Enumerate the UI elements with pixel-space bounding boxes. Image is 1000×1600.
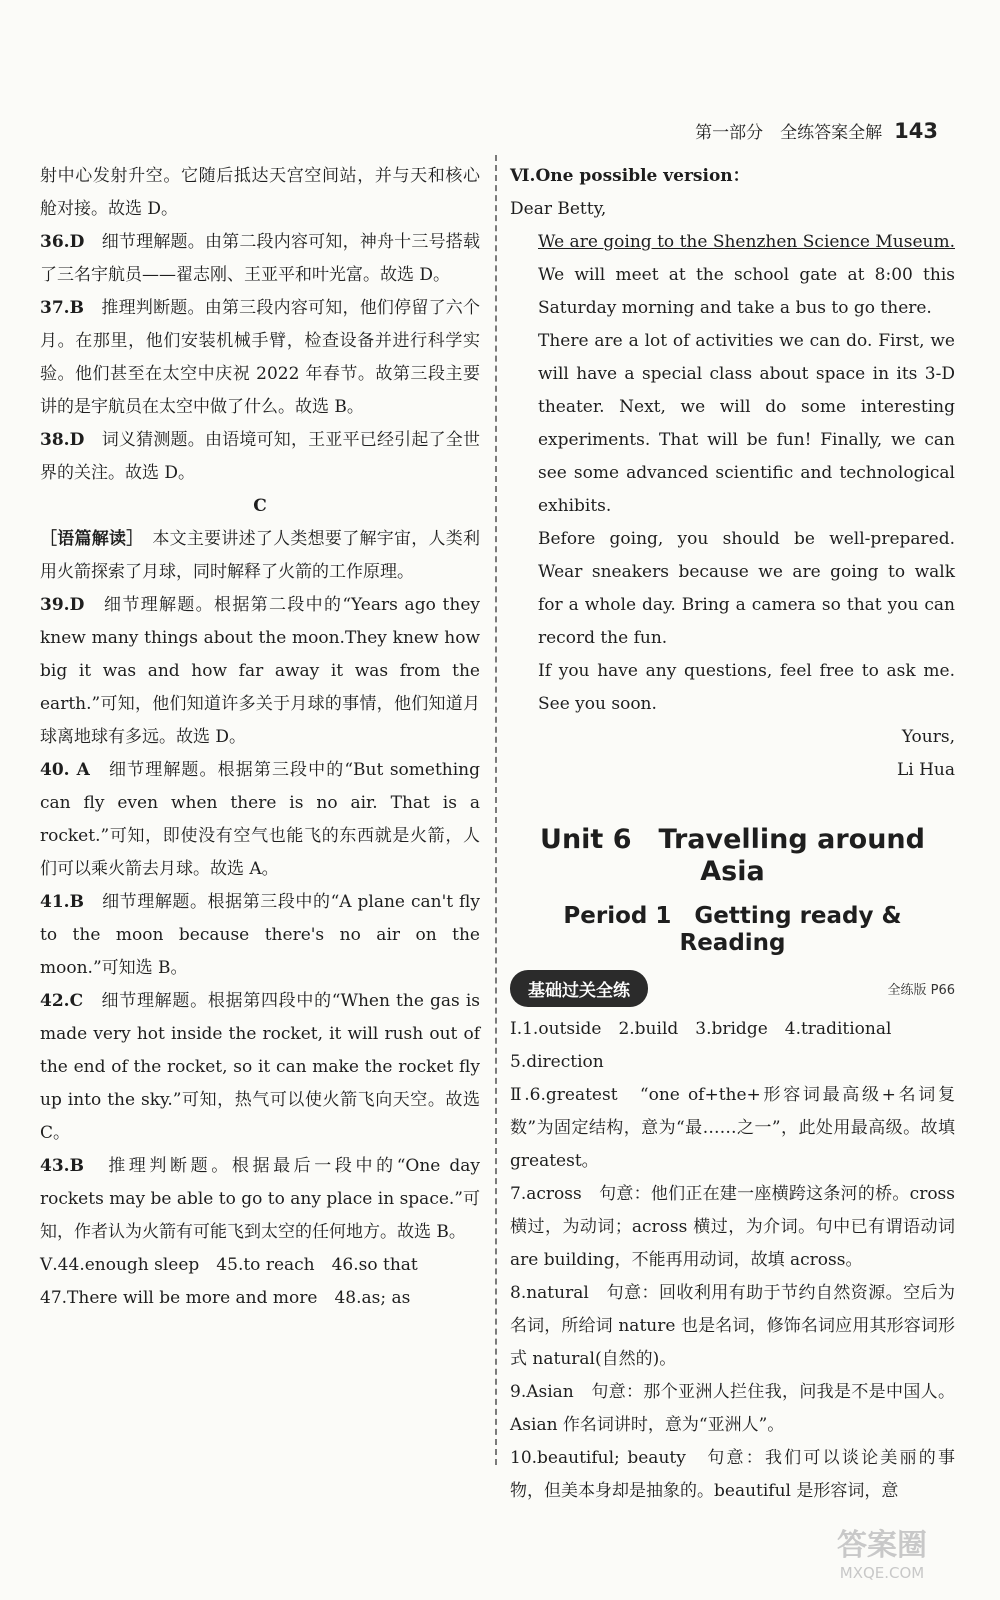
paragraph-continued: 射中心发射升空。它随后抵达天宫空间站，并与天和核心舱对接。故选 D。 [40, 166, 480, 219]
letter-signature: Li Hua [896, 760, 955, 780]
section-title: 第一部分 全练答案全解 [695, 123, 883, 143]
practice-page-ref: 全练版 P66 [887, 983, 955, 998]
column-divider [495, 155, 497, 1465]
letter-greeting: Dear Betty, [510, 199, 607, 219]
unit-title: Unit 6 Travelling around Asia [540, 824, 925, 887]
letter-paragraph-2: There are a lot of activities we can do. First, we will have a special class about space in its 3-D theater. Next, we will do some interesting experiments. That will be fun! Finally, we can see some advanced scientific and technological exhibits. [538, 331, 955, 516]
practice-header [510, 970, 955, 1007]
answer-9: 9.Asian 句意：那个亚洲人拦住我，问我是不是中国人。Asian 作名词讲时，意为“亚洲人”。 [510, 1382, 955, 1435]
letter-paragraph-4: If you have any questions, feel free to ask me. See you soon. [538, 661, 955, 714]
answer-43: 43.B 推理判断题。根据最后一段中的“One day rockets may be able to go to any place in space.”可知，作者认为火箭有可能飞到太空的任何地方。故选 B。 [40, 1156, 481, 1242]
answer-10: 10.beautiful; beauty 句意：我们可以谈论美丽的事物，但美本身却是抽象的。beautiful 是形容词，意 [510, 1448, 955, 1501]
letter-paragraph-3: Before going, you should be well-prepared. Wear sneakers because we are going to walk for a whole day. Bring a camera so that you can record the fun. [538, 529, 955, 648]
answer-6: Ⅱ.6.greatest “one of+the+形容词最高级+名词复数”为固定结构，意为“最……之一”，此处用最高级。故填 greatest。 [510, 1085, 955, 1171]
answer-39: 39.D 细节理解题。根据第二段中的“Years ago they knew many things about the moon.They knew how big it was and how far away it was from the earth.”可知，他们知道许多关于月球的事情，他们知道月球离地球有多远。故选 D。 [40, 595, 480, 747]
section-v-line1: Ⅴ.44.enough sleep 45.to reach 46.so that [40, 1255, 418, 1275]
answer-41: 41.B 细节理解题。根据第三段中的“A plane can't fly to the moon because there's no air on the moon.”可知选 B。 [40, 892, 480, 978]
answer-36: 36.D 细节理解题。由第二段内容可知，神舟十三号搭载了三名宇航员——翟志刚、王亚平和叶光富。故选 D。 [40, 232, 480, 285]
answer-37: 37.B 推理判断题。由第三段内容可知，他们停留了六个月。在那里，他们安装机械手臂，检查设备并进行科学实验。他们甚至在太空中庆祝 2022 年春节。故第三段主要讲的是宇航员在太空中做了什么。故选 B。 [40, 298, 481, 417]
page-header [695, 118, 938, 143]
answer-7: 7.across 句意：他们正在建一座横跨这条河的桥。cross 横过，为动词；across 横过，为介词。句中已有谓语动词 are building，不能再用动词，故填 across。 [510, 1184, 955, 1270]
left-column [40, 160, 480, 1315]
reading-summary: ［语篇解读］ 本文主要讲述了人类想要了解宇宙，人类利用火箭探索了月球，同时解释了火箭的工作原理。 [40, 529, 481, 582]
answer-8: 8.natural 句意：回收利用有助于节约自然资源。空后为名词，所给词 nature 也是名词，修饰名词应用其形容词形式 natural(自然的)。 [510, 1283, 955, 1369]
answer-40: 40. A 细节理解题。根据第三段中的“But something can fly even when there is no air. That is a rocket.”可知，即使没有空气也能飞的东西就是火箭，人们可以乘火箭去月球。故选 A。 [40, 760, 481, 879]
section-c-heading: C [253, 496, 267, 516]
section-v-line2: 47.There will be more and more 48.as; as [40, 1288, 411, 1308]
page-number: 143 [894, 119, 938, 143]
practice-badge: 基础过关全练 [510, 970, 648, 1007]
section-vi-title: Ⅵ.One possible version： [510, 166, 750, 186]
letter-paragraph-1: We are going to the Shenzhen Science Museum. We will meet at the school gate at 8:00 this Saturday morning and take a bus to go there. [538, 232, 955, 318]
answer-line-2: 5.direction [510, 1052, 604, 1072]
answer-42: 42.C 细节理解题。根据第四段中的“When the gas is made very hot inside the rocket, it will rush out of the end of the rocket, so it can make the rocket fly up into the sky.”可知，热气可以使火箭飞向天空。故选 C。 [40, 991, 481, 1143]
answer-line-1: Ⅰ.1.outside 2.build 3.bridge 4.traditional [510, 1019, 892, 1039]
letter-closing: Yours, [901, 727, 955, 747]
answer-38: 38.D 词义猜测题。由语境可知，王亚平已经引起了全世界的关注。故选 D。 [40, 430, 480, 483]
period-title: Period 1 Getting ready & Reading [563, 903, 902, 956]
right-column [510, 160, 955, 1508]
watermark-logo: 答案圈 MXQE.COM [837, 1528, 927, 1582]
